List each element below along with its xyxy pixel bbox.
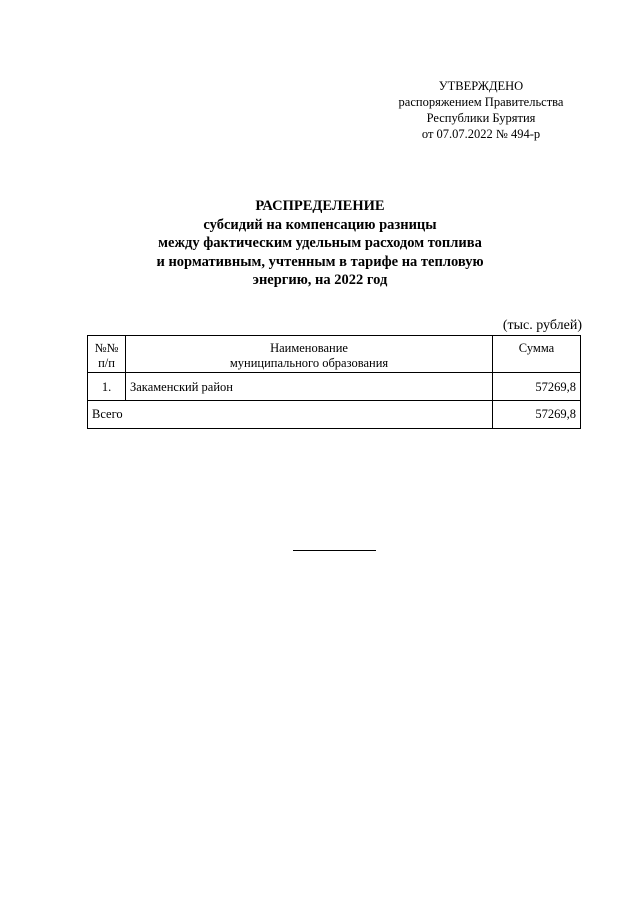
header-name-line-1: Наименование (270, 341, 348, 355)
approval-date-number: от 07.07.2022 № 494-р (421, 127, 541, 141)
title-line-2: субсидий на компенсацию разницы (203, 216, 437, 233)
header-number-line-2: п/п (98, 356, 115, 370)
header-number (88, 336, 126, 373)
title-line-3: между фактическим удельным расходом топлива (158, 235, 482, 251)
title-line-1: РАСПРЕДЕЛЕНИЕ (255, 198, 385, 214)
table-row (88, 373, 581, 401)
approval-issuer: распоряжением Правительства (398, 95, 564, 109)
row-number: 1. (88, 373, 126, 401)
document-title (120, 197, 520, 290)
approval-heading: УТВЕРЖДЕНО (438, 79, 524, 93)
approval-region: Республики Бурятия (426, 111, 536, 125)
units-label: (тыс. рублей) (502, 318, 582, 333)
approval-block (380, 78, 582, 142)
header-name-line-2: муниципального образования (229, 356, 389, 370)
row-sum: 57269,8 (493, 373, 581, 401)
table-total-row (88, 401, 581, 429)
title-line-4: и нормативным, учтенным в тарифе на тепловую (156, 253, 484, 270)
row-municipality: Закаменский район (126, 373, 493, 401)
distribution-table (87, 335, 581, 429)
end-divider (293, 550, 376, 551)
title-line-5: энергию, на 2022 год (252, 272, 388, 288)
total-sum: 57269,8 (493, 401, 581, 429)
total-label: Всего (88, 401, 493, 429)
header-name (126, 336, 493, 373)
header-sum: Сумма (493, 336, 581, 373)
header-number-line-1: №№ (94, 341, 119, 355)
table-header-row (88, 336, 581, 373)
